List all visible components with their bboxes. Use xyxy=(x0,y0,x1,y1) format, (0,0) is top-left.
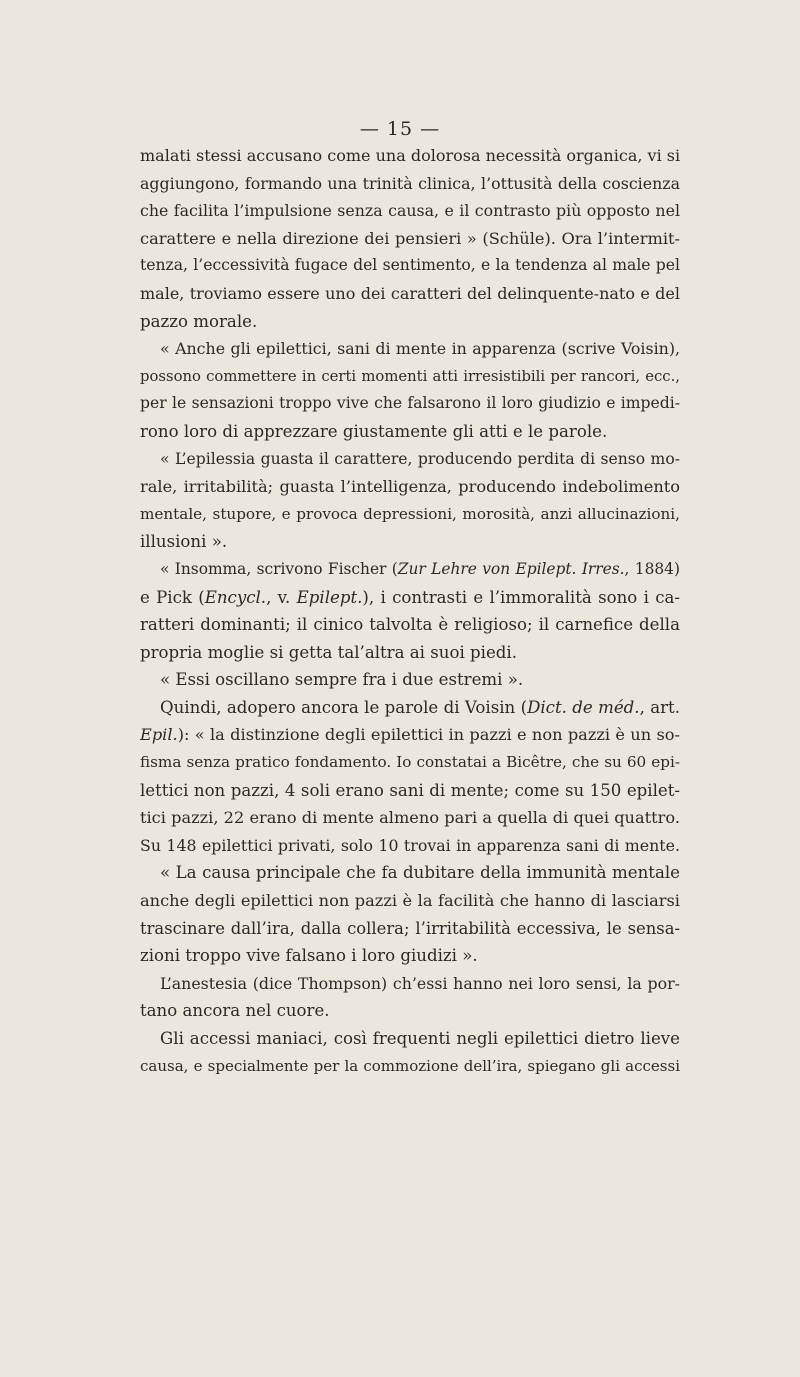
citation-title: Encycl. xyxy=(204,587,267,607)
text-line: « Insomma, scrivono Fischer (Zur Lehre von Epilept. Irres., 1884) xyxy=(160,559,680,578)
text-line: aggiungono, formando una trinità clinica, l’ottusità della coscienza xyxy=(140,173,680,193)
text-line: Su 148 epilettici privati, solo 10 trovai in apparenza sani di mente. xyxy=(140,835,680,855)
page-number: — 15 — xyxy=(359,118,441,140)
text-line: L’anestesia (dice Thompson) ch’essi hanno nei loro sensi, la por- xyxy=(160,973,680,993)
citation-title: Dict. de méd. xyxy=(527,697,640,717)
text-line: « Essi oscillano sempre fra i due estremi ». xyxy=(160,670,524,690)
text-line: fisma senza pratico fondamento. Io constatai a Bicêtre, che su 60 epi- xyxy=(140,753,680,772)
text-line: zioni troppo vive falsano i loro giudizi ». xyxy=(140,946,478,966)
text-line: pazzo morale. xyxy=(140,311,258,331)
text-line: e Pick (Encycl., v. Epilept.), i contrasti e l’immoralità sono i ca- xyxy=(140,587,681,607)
text-line: mentale, stupore, e provoca depressioni, morosità, anzi allucinazioni, xyxy=(140,504,680,523)
citation-title: Epil. xyxy=(140,725,178,745)
text-line: tici pazzi, 22 erano di mente almeno pari a quella di quei quattro. xyxy=(140,808,680,828)
citation-title: Zur Lehre von Epilept. Irres. xyxy=(397,559,625,578)
text-line: Gli accessi maniaci, così frequenti negli epilettici dietro lieve xyxy=(160,1029,680,1048)
text-line: possono commettere in certi momenti atti irresistibili per rancori, ecc., xyxy=(140,367,680,385)
text-line: Quindi, adopero ancora le parole di Voisin (Dict. de méd., art. xyxy=(160,697,680,717)
text-line: trascinare dall’ira, dalla collera; l’irritabilità eccessiva, le sensa- xyxy=(140,918,680,938)
text-line: tenza, l’eccessività fugace del sentimento, e la tendenza al male pel xyxy=(140,256,680,275)
body-text xyxy=(140,142,680,1080)
text-line: per le sensazioni troppo vive che falsarono il loro giudizio e impedi- xyxy=(140,394,680,413)
text-line: « L’epilessia guasta il carattere, producendo perdita di senso mo- xyxy=(160,449,680,468)
text-line: rono loro di apprezzare giustamente gli atti e le parole. xyxy=(140,421,608,441)
text-line: ratteri dominanti; il cinico talvolta è religioso; il carnefice della xyxy=(140,615,680,635)
text-line: tano ancora nel cuore. xyxy=(140,1001,330,1021)
text-line: illusioni ». xyxy=(140,532,228,552)
text-line: carattere e nella direzione dei pensieri » (Schüle). Ora l’intermit- xyxy=(140,228,680,248)
text-line: che facilita l’impulsione senza causa, e il contrasto più opposto nel xyxy=(140,201,680,221)
text-line: malati stessi accusano come una dolorosa necessità organica, vi si xyxy=(140,146,681,165)
text-line: Epil.): « la distinzione degli epilettici in pazzi e non pazzi è un so- xyxy=(140,725,680,745)
text-line: lettici non pazzi, 4 soli erano sani di mente; come su 150 epilet- xyxy=(140,780,680,800)
text-line: « Anche gli epilettici, sani di mente in apparenza (scrive Voisin), xyxy=(160,339,680,359)
text-line: causa, e specialmente per la commozione dell’ira, spiegano gli accessi xyxy=(140,1056,680,1075)
text-line: propria moglie si getta tal’altra ai suoi piedi. xyxy=(140,642,517,662)
text-line: rale, irritabilità; guasta l’intelligenza, producendo indebolimento xyxy=(140,477,680,497)
text-line: male, troviamo essere uno dei caratteri del delinquente-nato e del xyxy=(140,283,680,303)
text-line: anche degli epilettici non pazzi è la facilità che hanno di lasciarsi xyxy=(140,891,680,911)
citation-title: Epilept. xyxy=(296,587,363,607)
text-line: « La causa principale che fa dubitare della immunità mentale xyxy=(160,863,680,883)
